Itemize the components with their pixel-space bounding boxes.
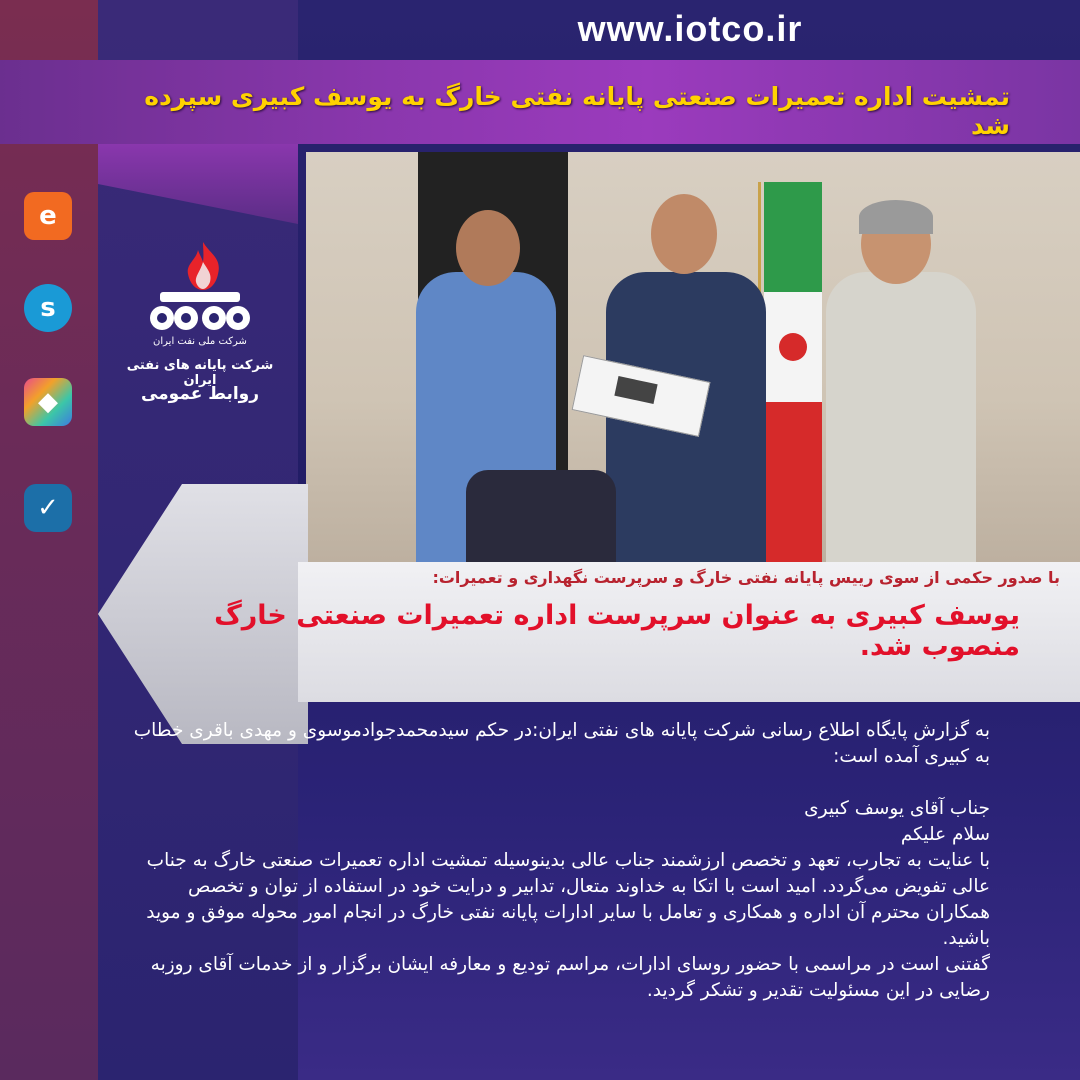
chair: [466, 470, 616, 562]
flame-icon: [178, 240, 228, 296]
article-salutation-name: جناب آقای یوسف کبیری: [804, 798, 990, 819]
person-right: [826, 272, 976, 562]
eitaa-icon[interactable]: e: [24, 192, 72, 240]
article-intro: به گزارش پایگاه اطلاع رسانی شرکت پایانه های نفتی ایران:در حکم سیدمحمدجوادموسوی و مهدی باقری خطاب به کبیری آمده است:: [133, 720, 990, 767]
article-closing: گفتنی است در مراسمی با حضور روسای ادارات، مراسم تودیع و معارفه ایشان برگزار و از خدمات آقای روزبه رضایی در این مسئولیت تقدیر و تشکر گردید.: [150, 954, 990, 1001]
subtitle-main: یوسف کبیری به عنوان سرپرست اداره تعمیرات صنعتی خارگ منصوب شد.: [214, 600, 1020, 662]
subtitle-lead: با صدور حکمی از سوی رییس پایانه نفتی خارگ و سرپرست نگهداری و تعمیرات:: [432, 568, 1060, 587]
person-center-head: [651, 194, 717, 274]
nioc-logo-icon: [146, 292, 254, 336]
rubika-icon[interactable]: ◆: [24, 378, 72, 426]
person-left-head: [456, 210, 520, 286]
article-paragraph: با عنایت به تجارب، تعهد و تخصص ارزشمند جناب عالی بدینوسیله تمشیت اداره تعمیرات صنعتی خارگ به جناب عالی تفویض می‌گردد. امید است با اتکا به خداوند متعال، تدابیر و درایت خود در استفاده از توان و تخصص همکاران محترم آن اداره و همکاری و تعامل با سایر ادارات پایانه نفتی خارگ در انجام امور محوله موفق و موید باشید.: [146, 850, 990, 949]
article-salutation-greeting: سلام علیکم: [900, 824, 990, 845]
article-body: [130, 718, 990, 1004]
site-url[interactable]: www.iotco.ir: [577, 8, 803, 49]
person-right-hair: [859, 200, 933, 234]
headline-title: تمشیت اداره تعمیرات صنعتی پایانه نفتی خارگ به یوسف کبیری سپرده شد: [144, 82, 1010, 140]
left-decorative-band: [0, 0, 98, 1080]
news-photo: [306, 152, 1080, 562]
paragraph-gap: [130, 770, 990, 796]
bale-icon[interactable]: ✓: [24, 484, 72, 532]
logo-caption-nioc: شرکت ملی نفت ایران: [153, 336, 247, 347]
logo-caption-pr: روابط عمومی: [140, 384, 260, 404]
soroush-icon[interactable]: s: [24, 284, 72, 332]
logo-caption-company: شرکت پایانه های نفتی ایران: [126, 358, 274, 388]
